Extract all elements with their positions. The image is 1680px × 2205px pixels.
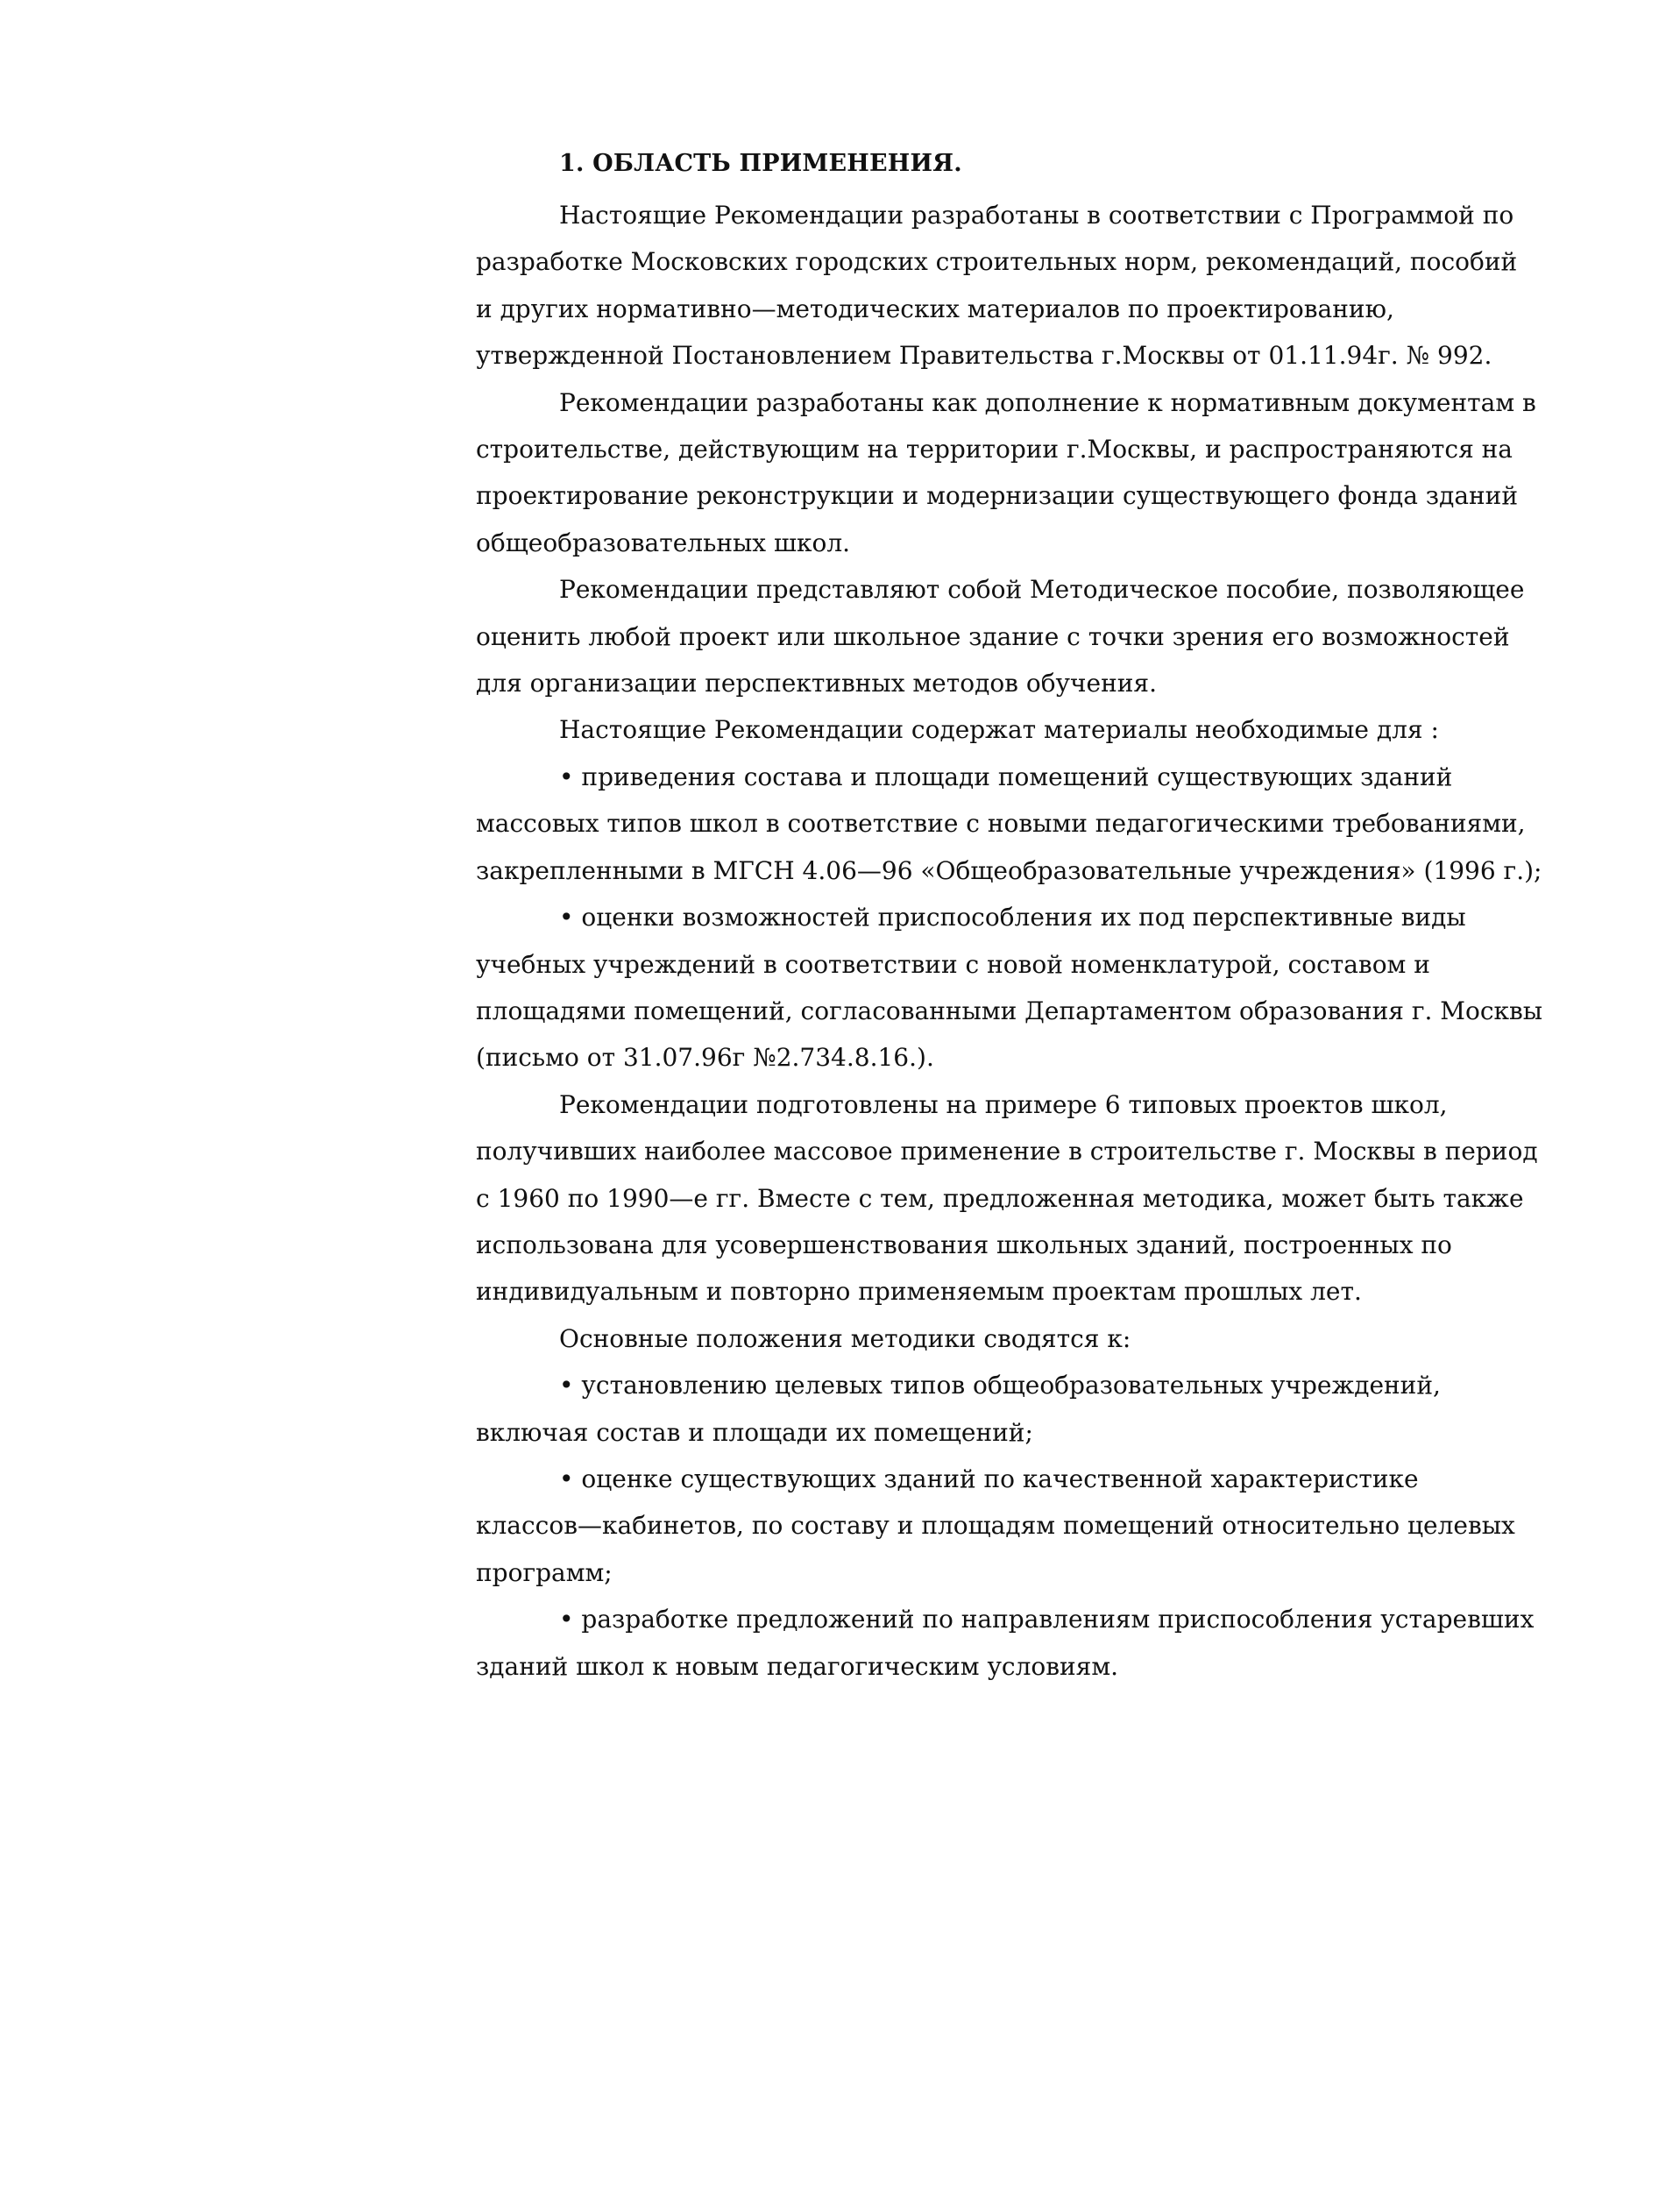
text-line: и других нормативно—методических материалов по проектированию, <box>476 294 1394 323</box>
text-line: общеобразовательных школ. <box>476 528 851 557</box>
text-line: Рекомендации подготовлены на примере 6 типовых проектов школ, <box>559 1089 1448 1119</box>
text-line: проектирование реконструкции и модернизации существующего фонда зданий <box>476 481 1519 511</box>
text-line: разработке Московских городских строительных норм, рекомендаций, пособий <box>476 247 1518 277</box>
paragraph-intro <box>476 192 1606 379</box>
document-page <box>476 140 1606 1690</box>
paragraph-basis <box>476 1081 1606 1315</box>
text-line: Рекомендации разработаны как дополнение к нормативным документам в <box>559 387 1536 417</box>
text-line: площадями помещений, согласованными Департаментом образования г. Москвы <box>476 996 1543 1025</box>
text-line: использована для усовершенствования школьных зданий, построенных по <box>476 1230 1452 1259</box>
text-line: • приведения состава и площади помещений существующих зданий <box>559 762 1453 791</box>
text-line: • установлению целевых типов общеобразовательных учреждений, <box>559 1371 1441 1400</box>
text-line: массовых типов школ в соответствие с новыми педагогическими требованиями, <box>476 809 1526 839</box>
bullet-item-3 <box>476 1362 1606 1456</box>
text-line: учебных учреждений в соответствии с новой номенклатурой, составом и <box>476 949 1430 979</box>
text-line: индивидуальным и повторно применяемым проектам прошлых лет. <box>476 1277 1362 1307</box>
bullet-item-1 <box>476 754 1606 894</box>
text-line: программ; <box>476 1557 613 1587</box>
bullet-item-2 <box>476 894 1606 1081</box>
text-line: утвержденной Постановлением Правительства г.Москвы от 01.11.94г. № 992. <box>476 341 1492 371</box>
text-line: • оценке существующих зданий по качественной характеристике <box>559 1464 1419 1493</box>
text-line: • разработке предложений по направлениям приспособления устаревших <box>559 1605 1535 1634</box>
text-line: классов—кабинетов, по составу и площадям помещений относительно целевых <box>476 1511 1515 1541</box>
text-line: Настоящие Рекомендации содержат материалы необходимые для : <box>559 715 1439 745</box>
text-line: закрепленными в МГСН 4.06—96 «Общеобразовательные учреждения» (1996 г.); <box>476 855 1542 885</box>
text-line: с 1960 по 1990—е гг. Вместе с тем, предложенная методика, может быть также <box>476 1183 1524 1213</box>
paragraph-contents-intro <box>476 706 1606 753</box>
text-line: включая состав и площади их помещений; <box>476 1417 1033 1447</box>
text-line: получивших наиболее массовое применение в строительстве г. Москвы в период <box>476 1137 1538 1166</box>
bullet-item-4 <box>476 1456 1606 1596</box>
bullet-item-5 <box>476 1596 1606 1690</box>
paragraph-scope <box>476 379 1606 567</box>
paragraph-method-intro <box>476 1315 1606 1362</box>
section-heading: 1. ОБЛАСТЬ ПРИМЕНЕНИЯ. <box>559 150 962 177</box>
text-line: Основные положения методики сводятся к: <box>559 1323 1131 1353</box>
paragraph-purpose <box>476 566 1606 706</box>
text-line: строительстве, действующим на территории г.Москвы, и распространяются на <box>476 435 1513 464</box>
text-line: зданий школ к новым педагогическим условиям. <box>476 1651 1119 1681</box>
text-line: оценить любой проект или школьное здание с точки зрения его возможностей <box>476 621 1510 651</box>
text-line: (письмо от 31.07.96г №2.734.8.16.). <box>476 1043 934 1073</box>
text-line: • оценки возможностей приспособления их под перспективные виды <box>559 903 1466 932</box>
text-line: Рекомендации представляют собой Методическое пособие, позволяющее <box>559 575 1525 605</box>
text-line: для организации перспективных методов обучения. <box>476 669 1157 698</box>
text-line: Настоящие Рекомендации разработаны в соответствии с Программой по <box>559 201 1514 230</box>
